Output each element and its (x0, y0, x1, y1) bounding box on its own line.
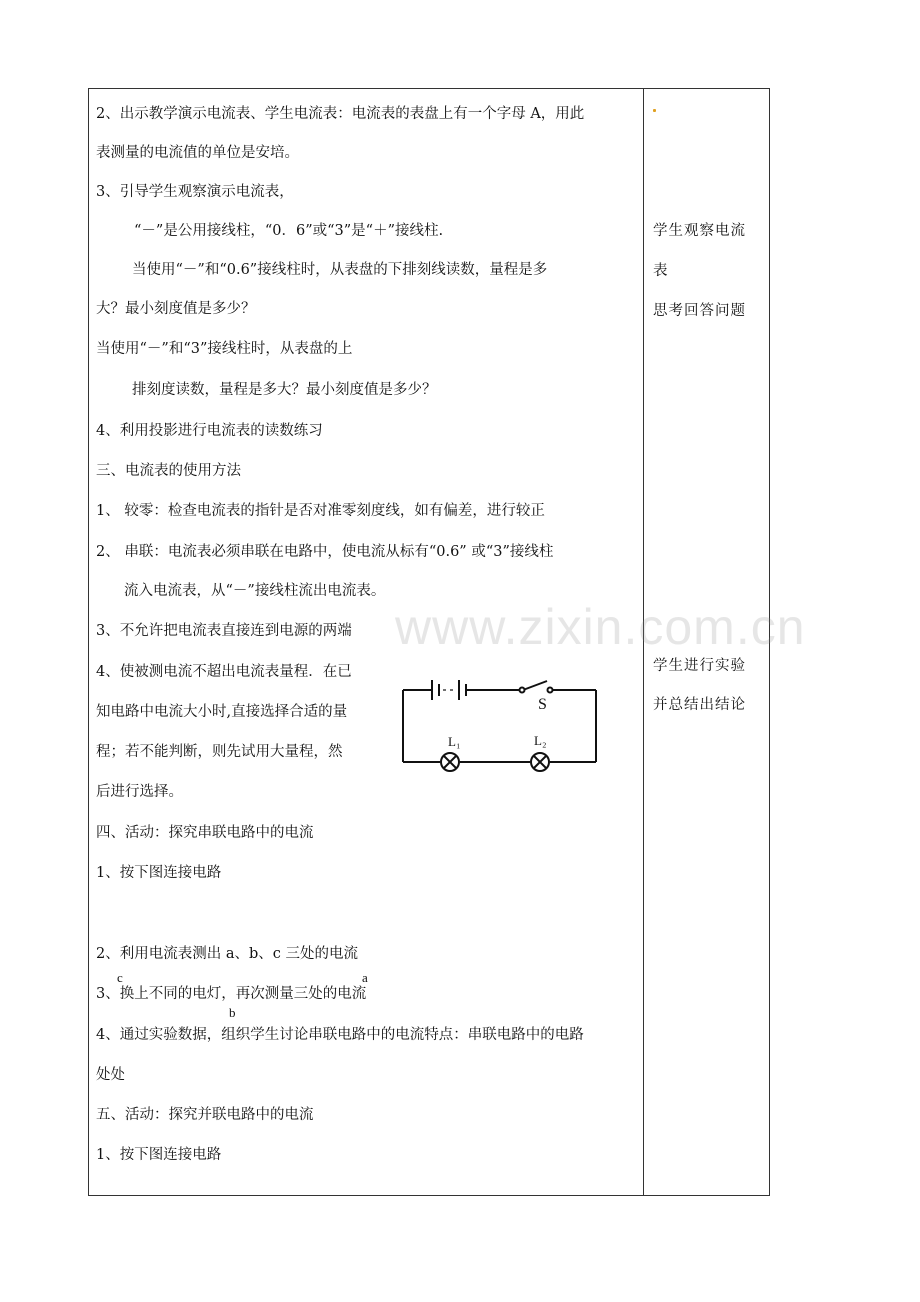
text-line: 当使用“－”和“3”接线柱时，从表盘的上 (96, 341, 353, 357)
point-label-b: b (229, 1005, 236, 1020)
text-line: 处处 (96, 1067, 125, 1083)
text-line: 2、 串联：电流表必须串联在电路中，使电流从标有“0.6” 或“3”接线柱 (96, 544, 554, 560)
experiment-line-1: 学生进行实验 (653, 658, 746, 674)
experiment-line-2: 并总结出结论 (653, 697, 746, 713)
text-line: 2、利用电流表测出 a、b、c 三处的电流 (96, 946, 358, 962)
observe-line-1: 学生观察电流 (653, 223, 746, 239)
text-line: 1、按下图连接电路 (96, 1147, 222, 1163)
think-line: 思考回答问题 (653, 303, 746, 319)
text-line: 2、出示教学演示电流表、学生电流表：电流表的表盘上有一个字母 A，用此 (96, 106, 585, 122)
marker-dot (653, 109, 656, 112)
point-label-a: a (362, 970, 368, 985)
text-line: 程；若不能判断，则先试用大量程，然 (96, 744, 343, 760)
point-label-c: c (117, 970, 123, 985)
text-line: 四、活动：探究串联电路中的电流 (96, 825, 314, 841)
text-line: 3、引导学生观察演示电流表， (96, 184, 294, 200)
text-line: 4、使被测电流不超出电流表量程．在已 (96, 664, 352, 680)
text-line: 表测量的电流值的单位是安培。 (96, 145, 299, 161)
text-line: 1、按下图连接电路 (96, 865, 222, 881)
text-line: 排刻度读数，量程是多大？最小刻度值是多少？ (132, 382, 437, 398)
text-line: 4、通过实验数据，组织学生讨论串联电路中的电流特点：串联电路中的电路 (96, 1027, 584, 1043)
text-line: 知电路中电流大小时,直接选择合适的量 (96, 704, 348, 720)
switch-terminal (548, 688, 553, 693)
text-line: 3、换上不同的电灯，再次测量三处的电流 (96, 986, 367, 1002)
text-line: 五、活动：探究并联电路中的电流 (96, 1107, 314, 1123)
watermark: www.zixin.com.cn (395, 599, 806, 655)
text-line: “－”是公用接线柱，“0．6”或“3”是“＋”接线柱. (134, 223, 444, 239)
switch-terminal (520, 688, 525, 693)
text-line: 大？最小刻度值是多少？ (96, 301, 256, 317)
text-line: 流入电流表，从“－”接线柱流出电流表。 (124, 583, 386, 599)
text-line: 后进行选择。 (96, 784, 183, 800)
series-circuit-diagram (396, 668, 606, 778)
text-line: 1、 较零：检查电流表的指针是否对准零刻度线，如有偏差，进行较正 (96, 503, 545, 519)
observe-line-2: 表 (653, 263, 669, 279)
switch-blade (523, 681, 547, 690)
text-line: 4、利用投影进行电流表的读数练习 (96, 423, 323, 439)
text-line: 三、电流表的使用方法 (96, 463, 241, 479)
lamp-l1-label: L₁ (448, 734, 461, 749)
lamp-l2-label: L₂ (534, 733, 547, 748)
text-line: 3、不允许把电流表直接连到电源的两端 (96, 623, 352, 639)
text-line: 当使用“－”和“0.6”接线柱时，从表盘的下排刻线读数，量程是多 (132, 262, 548, 278)
switch-label: S (538, 696, 547, 713)
